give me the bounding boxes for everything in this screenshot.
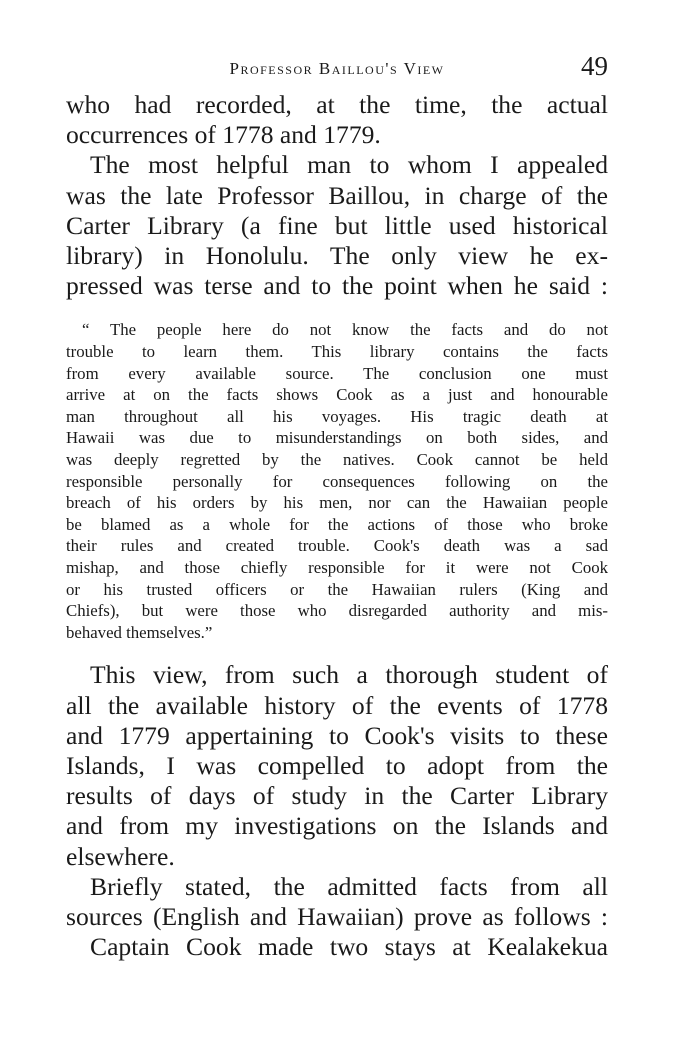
text-line: Islands, I was compelled to adopt from the <box>66 750 608 780</box>
text-line: Captain Cook made two stays at Kealakekua <box>90 932 608 962</box>
quote-line: mishap, and those chiefly responsible for it were not Cook <box>66 557 608 577</box>
paragraph-baillou-intro <box>66 150 608 301</box>
quote-line: or his trusted officers or the Hawaiian rulers (King and <box>66 579 608 599</box>
text-line: and from my investigations on the Islands and <box>66 811 608 841</box>
quote-line: behaved themselves.” <box>66 622 213 642</box>
text-line: and 1779 appertaining to Cook's visits to these <box>66 720 608 750</box>
paragraph-admitted-facts <box>66 872 608 932</box>
quote-line: from every available source. The conclusion one must <box>66 363 608 383</box>
text-line: all the available history of the events of 1778 <box>66 690 608 720</box>
text-line: who had recorded, at the time, the actual <box>66 90 608 119</box>
quote-line: arrive at on the facts shows Cook as a just and honourable <box>66 385 608 405</box>
quote-line: responsible personally for consequences following on the <box>66 471 608 491</box>
quote-line: trouble to learn them. This library contains the facts <box>66 342 608 362</box>
text-line: results of days of study in the Carter Library <box>66 781 608 811</box>
text-line: occurrences of 1778 and 1779. <box>66 120 381 150</box>
text-line: sources (English and Hawaiian) prove as follows : <box>66 901 608 931</box>
text-line: pressed was terse and to the point when he said : <box>66 271 608 301</box>
quote-line: Hawaii was due to misunderstandings on both sides, and <box>66 428 608 448</box>
quote-line: Chiefs), but were those who disregarded authority and mis- <box>66 601 608 621</box>
paragraph-continuation <box>66 90 608 150</box>
quote-line: breach of his orders by his men, nor can the Hawaiian people <box>66 493 608 513</box>
quote-line: be blamed as a whole for the actions of those who broke <box>66 514 608 534</box>
paragraph-captain-cook <box>66 932 608 962</box>
page-number: 49 <box>581 51 608 81</box>
running-head <box>66 50 608 90</box>
paragraph-view-adopted <box>66 660 608 871</box>
quote-line: was deeply regretted by the natives. Cook cannot be held <box>66 449 608 469</box>
text-line: Carter Library (a fine but little used historical <box>66 210 608 240</box>
text-line: Briefly stated, the admitted facts from all <box>90 871 608 901</box>
text-line: was the late Professor Baillou, in charge of the <box>66 180 608 210</box>
quote-line: “ The people here do not know the facts and do not <box>82 320 608 340</box>
text-line: This view, from such a thorough student of <box>90 660 608 690</box>
text-line: The most helpful man to whom I appealed <box>90 150 608 180</box>
quote-line: man throughout all his voyages. His tragic death at <box>66 406 608 426</box>
running-title: Professor Baillou's View <box>229 59 445 78</box>
book-page <box>66 50 608 962</box>
text-line: library) in Honolulu. The only view he ex- <box>66 241 608 271</box>
block-quote <box>66 319 608 643</box>
text-line: elsewhere. <box>66 841 175 871</box>
quote-line: their rules and created trouble. Cook's death was a sad <box>66 536 608 556</box>
